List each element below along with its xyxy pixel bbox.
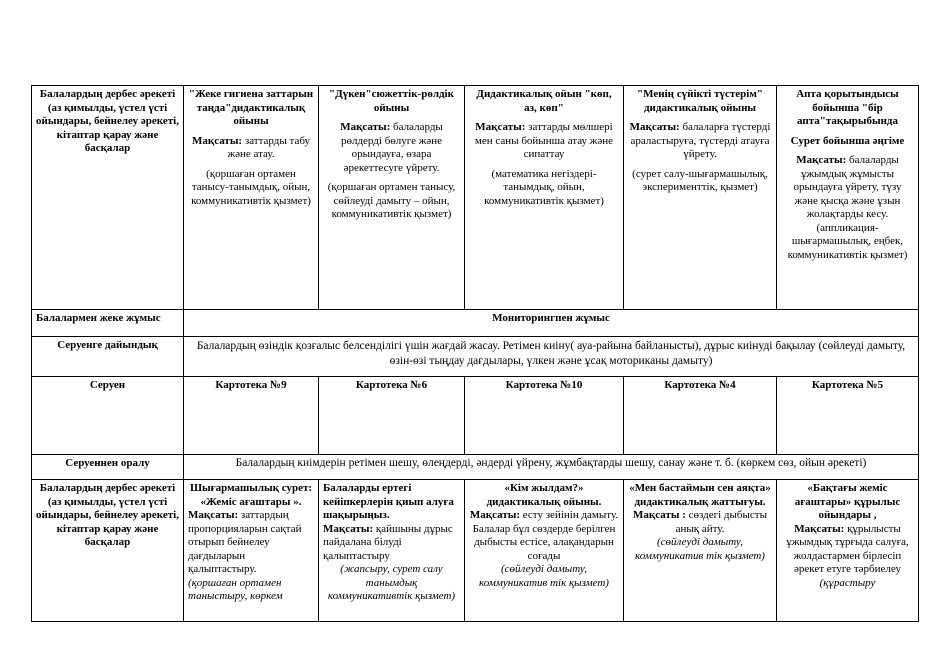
goal-label: Мақсаты: (796, 154, 847, 166)
goal-label: Мақсаты: (323, 522, 374, 535)
activity-title: «Бақтағы жеміс ағаштары» құрылыс ойындары , (794, 482, 901, 521)
activity-title: Дидактикалық ойын "көп, аз, көп" (476, 88, 612, 114)
goal-text: заттарды мөлшері мен саны бойынша атау және сипаттау (474, 121, 614, 160)
activity-note: (қоршаған ортамен танысу, сөйлеуді дамыту – ойын, коммуникативтік қызмет) (327, 181, 456, 220)
goal-text: балаларды рөлдерді бөлуге және орындауға, өзара әрекеттесуге үйрету. (340, 121, 443, 174)
activity-title: «Кім жылдам?» дидактикалық ойыны. (486, 482, 602, 508)
activity-note: (құрастыру (819, 576, 876, 589)
goal-label: Мақсаты: (191, 134, 243, 147)
activity-title: Балаларды ертегі кейіпкерлерін қиып алуға шақырыңыз. (323, 482, 454, 521)
goal-label: Мақсаты: (469, 509, 520, 521)
activity-cell (624, 480, 777, 622)
activity-cell (184, 86, 319, 310)
goal-label: Мақсаты : (633, 509, 686, 521)
activity-cell (184, 480, 319, 622)
activity-note: (сөйлеуді дамыту, коммуникатив тік қызмет) (635, 536, 765, 562)
activity-title: «Мен бастаймын сен аяқта» дидактикалық жаттығуы. (629, 482, 771, 508)
activity-note: (сурет салу-шығармашылық, эксперименттік, қызмет) (632, 167, 768, 193)
activity-cell (777, 480, 919, 622)
goal-text: заттардың пропорцияларын сақтай отырып бейнелеу дағдыларын қалыптастыру. (188, 509, 302, 575)
table-row (32, 480, 919, 622)
activity-cell (319, 86, 465, 310)
table-row (32, 377, 919, 455)
goal-label: Мақсаты: (794, 522, 845, 535)
row-label: Серуенге дайындық (32, 337, 184, 377)
row-text: Балалардың өзіндік қозғалыс белсенділігі үшін жағдай жасау. Ретімен киіну( ауа-райына байланысты), дұрыс киінуді бақылау (сөйлеуді дамыту, өзін-өзі тыңдау дағдылары, үлкен және ұсақ моториканы дамыту) (184, 337, 919, 377)
card-file-cell: Картотека №9 (184, 377, 319, 455)
row-label: Балалардың дербес әрекеті (аз қимылды, үстел үсті ойындары, бейнелеу әрекеті, кітаптар қарау және басқалар (32, 86, 184, 310)
activity-subtitle: Сурет бойынша әңгіме (790, 134, 905, 147)
activity-cell (319, 480, 465, 622)
goal-text: қайшыны дұрыс пайдалана білуді қалыптастыру (323, 522, 453, 562)
table-row (32, 455, 919, 480)
row-label: Балалардың дербес әрекеті (аз қимылды, үстел үсті ойындары, бейнелеу әрекеті, кітаптар қарау және басқалар (32, 480, 184, 622)
goal-label: Мақсаты: (188, 509, 239, 521)
goal-text: балаларға түстерді араластыруға, түстерді атауға үйрету. (630, 121, 771, 160)
activity-note: (қоршаған ортамен танысу-танымдық, ойын, коммуникативтік қызмет) (191, 167, 311, 207)
activity-title: Шығармашылық сурет: «Жеміс ағаштары ». (189, 482, 313, 508)
activity-cell (777, 86, 919, 310)
activity-title: "Менің сүйікті түстерім" дидактикалық ойыны (637, 88, 763, 114)
goal-text: сөздегі дыбысты анық айту. (675, 509, 767, 535)
card-file-cell: Картотека №6 (319, 377, 465, 455)
activity-note: (қоршаған ортамен таныстыру, көркем (188, 576, 283, 602)
activity-cell (465, 86, 624, 310)
goal-text: есту зейінін дамыту. (520, 509, 619, 521)
activity-title: "Жеке гигиена заттарын таңда"дидактикалық ойыны (188, 88, 314, 127)
table-row (32, 86, 919, 310)
activity-note: (жапсыру, сурет салу танымдық коммуникативтік қызмет) (327, 563, 456, 602)
activity-note: (сөйлеуді дамыту, коммуникатив тік қызмет) (479, 563, 609, 589)
row-label: Серуеннен оралу (32, 455, 184, 480)
activity-title: Апта қорытындысы бойынша "бір апта"тақырыбында (796, 88, 899, 127)
card-file-cell: Картотека №5 (777, 377, 919, 455)
activity-cell (624, 86, 777, 310)
activity-cell (465, 480, 624, 622)
schedule-table (31, 85, 919, 622)
goal-text: балаларды ұжымдық жұмысты орындауға үйрету, түзу және қысқа және ұзын жолақтарды кесу. (793, 154, 902, 220)
table-row (32, 310, 919, 337)
goal-text: құрылысты ұжымдық тұрғыда салуға, жолдастармен бірлесіп әрекет етуге тәрбиелеу (786, 522, 909, 575)
row-label: Балалармен жеке жұмыс (32, 310, 184, 337)
table-row (32, 337, 919, 377)
row-text: Балалардың киімдерін ретімен шешу, өлеңдерді, әндерді үйрену, жұмбақтарды шешу, санау және т. б. (көркем сөз, ойын әрекеті) (184, 455, 919, 480)
card-file-cell: Картотека №4 (624, 377, 777, 455)
goal-label: Мақсаты: (475, 121, 526, 133)
row-text: Мониторингпен жұмыс (184, 310, 919, 337)
activity-note: (аппликация-шығармашылық, еңбек, коммуникативтік қызмет) (787, 221, 908, 261)
goal-label: Мақсаты: (629, 121, 680, 133)
activity-title: "Дүкен"сюжеттік-рөлдік ойыны (329, 88, 454, 114)
goal-text: заттарды табу және атау. (227, 134, 311, 160)
row-label: Серуен (32, 377, 184, 455)
activity-extra: Балалар бұл сөздерде берілген дыбысты естісе, алақандарын соғады (472, 522, 616, 562)
card-file-cell: Картотека №10 (465, 377, 624, 455)
goal-label: Мақсаты: (340, 121, 391, 133)
activity-note: (математика негіздері-танымдық, ойын, коммуникативтік қызмет) (484, 167, 604, 207)
